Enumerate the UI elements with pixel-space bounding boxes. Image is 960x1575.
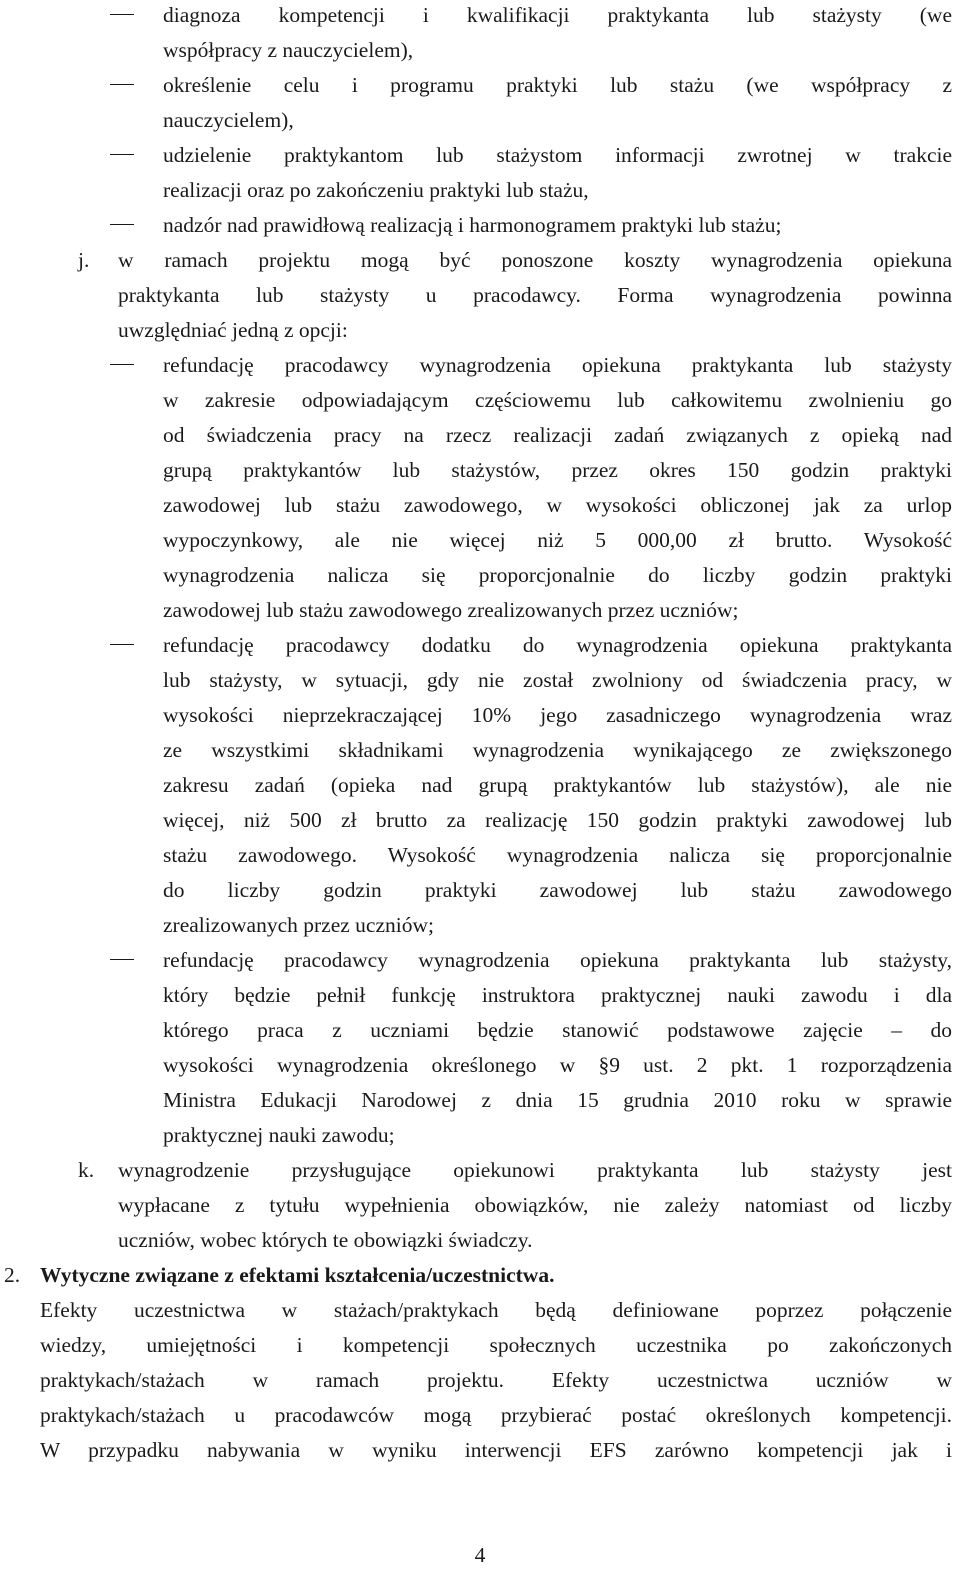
text-line: Efekty uczestnictwa w stażach/praktykach będą definiowane poprzez połączenie [40, 1298, 952, 1322]
text-line: którego praca z uczniami będzie stanowić podstawowe zajęcie – do [163, 1018, 952, 1042]
text-line: stażu zawodowego. Wysokość wynagrodzenia nalicza się proporcjonalnie [163, 843, 952, 867]
text-line: wypoczynkowy, ale nie więcej niż 5 000,00 zł brutto. Wysokość [163, 528, 952, 552]
list-dash [110, 14, 134, 15]
text-line: refundację pracodawcy wynagrodzenia opiekuna praktykanta lub stażysty [163, 353, 952, 377]
text-line: uwzględniać jedną z opcji: [118, 318, 348, 342]
list-dash [110, 154, 134, 155]
text-line: praktykanta lub stażysty u pracodawcy. Forma wynagrodzenia powinna [118, 283, 952, 307]
text-line: który będzie pełnił funkcję instruktora praktycznej nauki zawodu i dla [163, 983, 952, 1007]
text-line: do liczby godzin praktyki zawodowej lub stażu zawodowego [163, 878, 952, 902]
text-line: refundację pracodawcy wynagrodzenia opiekuna praktykanta lub stażysty, [163, 948, 952, 972]
text-line: wysokości nieprzekraczającej 10% jego zasadniczego wynagrodzenia wraz [163, 703, 952, 727]
text-line: lub stażysty, w sytuacji, gdy nie został zwolniony od świadczenia pracy, w [163, 668, 952, 692]
text-line: nadzór nad prawidłową realizacją i harmonogramem praktyki lub stażu; [163, 213, 782, 237]
text-line: wysokości wynagrodzenia określonego w §9 ust. 2 pkt. 1 rozporządzenia [163, 1053, 952, 1077]
list-dash [110, 959, 134, 960]
text-line: refundację pracodawcy dodatku do wynagrodzenia opiekuna praktykanta [163, 633, 952, 657]
text-line: udzielenie praktykantom lub stażystom informacji zwrotnej w trakcie [163, 143, 952, 167]
text-line: więcej, niż 500 zł brutto za realizację 150 godzin praktyki zawodowej lub [163, 808, 952, 832]
text-line: realizacji oraz po zakończeniu praktyki lub stażu, [163, 178, 589, 202]
text-line: określenie celu i programu praktyki lub stażu (we współpracy z [163, 73, 952, 97]
text-line: wiedzy, umiejętności i kompetencji społecznych uczestnika po zakończonych [40, 1333, 952, 1357]
list-dash [110, 644, 134, 645]
text-line: zrealizowanych przez uczniów; [163, 913, 434, 937]
text-line: w zakresie odpowiadającym częściowemu lub całkowitemu zwolnieniu go [163, 388, 952, 412]
text-line: wypłacane z tytułu wypełnienia obowiązków, nie zależy natomiast od liczby [118, 1193, 952, 1217]
text-line: zakresu zadań (opieka nad grupą praktykantów lub stażystów), ale nie [163, 773, 952, 797]
text-line: Ministra Edukacji Narodowej z dnia 15 grudnia 2010 roku w sprawie [163, 1088, 952, 1112]
text-line: diagnoza kompetencji i kwalifikacji praktykanta lub stażysty (we [163, 3, 952, 27]
text-line: W przypadku nabywania w wyniku interwencji EFS zarówno kompetencji jak i [40, 1438, 952, 1462]
page-number: 4 [474, 1543, 486, 1567]
text-line: uczniów, wobec których te obowiązki świadczy. [118, 1228, 533, 1252]
text-line: zawodowej lub stażu zawodowego zrealizowanych przez uczniów; [163, 598, 739, 622]
text-line: od świadczenia pracy na rzecz realizacji zadań związanych z opieką nad [163, 423, 952, 447]
text-line: grupą praktykantów lub stażystów, przez okres 150 godzin praktyki [163, 458, 952, 482]
text-line: ze wszystkimi składnikami wynagrodzenia wynikającego ze zwiększonego [163, 738, 952, 762]
list-dash [110, 84, 134, 85]
list-dash [110, 224, 134, 225]
text-line: zawodowej lub stażu zawodowego, w wysokości obliczonej jak za urlop [163, 493, 952, 517]
section-number: 2. [4, 1263, 21, 1287]
text-line: praktykach/stażach u pracodawców mogą przybierać postać określonych kompetencji. [40, 1403, 952, 1427]
text-line: współpracy z nauczycielem), [163, 38, 414, 62]
text-line: w ramach projektu mogą być ponoszone koszty wynagrodzenia opiekuna [118, 248, 952, 272]
text-line: nauczycielem), [163, 108, 294, 132]
list-dash [110, 364, 134, 365]
text-line: wynagrodzenie przysługujące opiekunowi praktykanta lub stażysty jest [118, 1158, 952, 1182]
section-heading: Wytyczne związane z efektami kształcenia/uczestnictwa. [40, 1263, 555, 1287]
list-marker: k. [78, 1158, 95, 1182]
text-line: wynagrodzenia nalicza się proporcjonalnie do liczby godzin praktyki [163, 563, 952, 587]
text-line: praktykach/stażach w ramach projektu. Efekty uczestnictwa uczniów w [40, 1368, 952, 1392]
list-marker: j. [78, 248, 90, 272]
text-line: praktycznej nauki zawodu; [163, 1123, 395, 1147]
